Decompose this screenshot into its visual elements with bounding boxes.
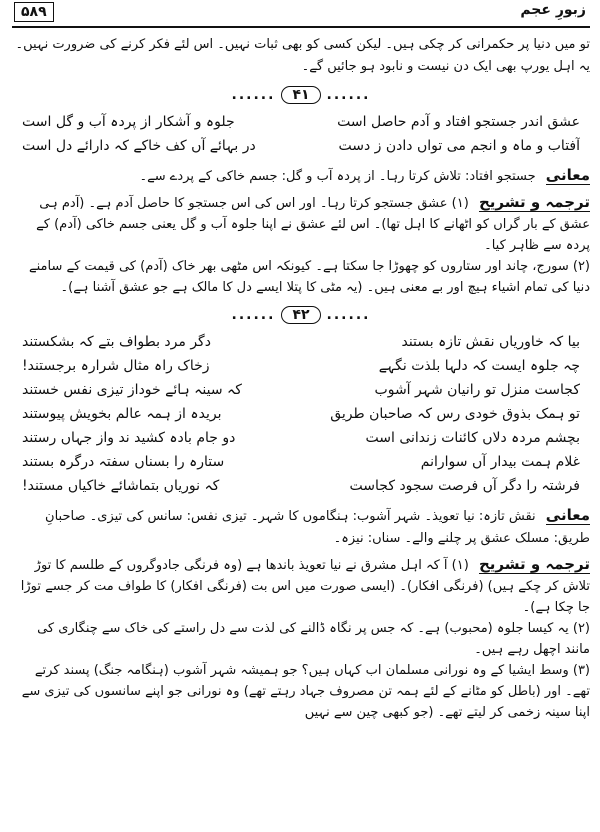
verse-line: بیا کہ خاوریاں نقش تازہ بستند bbox=[401, 334, 580, 350]
section-number-41: ...... ۴۱ ...... bbox=[231, 87, 371, 103]
verse-line: دگر مرد بطواف بتے کہ بشکستند bbox=[22, 334, 211, 350]
meanings-label: معانی bbox=[545, 506, 590, 524]
meanings-label: معانی bbox=[545, 166, 590, 184]
verse-line: غلام ہمت بیدار آں سوارانم bbox=[420, 454, 580, 470]
intro-paragraph: تو میں دنیا پر حکمرانی کر چکی ہیں۔ لیکن کسی کو بھی ثبات نہیں۔ اس لئے فکر کرنے کی ضرورت نہیں۔ یہ اہل یورپ بھی ایک دن نیست و نابود ہو جائیں گے۔ bbox=[15, 37, 590, 74]
verse-line: فرشتہ را دگر آں فرصت سجود کجاست bbox=[349, 478, 580, 494]
verse-line: کجاست منزل تو رانیان شہر آشوب bbox=[374, 382, 580, 398]
translation-point: (۲) یہ کیسا جلوہ (محبوب) ہے۔ کہ جس پر نگاہ ڈالنے کی لذت سے دل راستے کی خاک سے چنگاری کی مانند اچھل رہے ہیں۔ bbox=[37, 621, 590, 657]
page-header bbox=[12, 0, 590, 28]
meanings-41 bbox=[12, 164, 590, 188]
verse-line: در بہائے آں کف خاکے کہ دارائے دل است bbox=[22, 138, 256, 154]
meanings-text: جستجو افتاد: تلاش کرتا رہا۔ از پردہ آب و گل: جسم خاکی کے پردے سے۔ bbox=[139, 169, 536, 184]
running-title: زبورِ عجم bbox=[520, 2, 586, 18]
page-number: ۵۸۹ bbox=[14, 2, 54, 22]
translation-point: (۱) عشق جستجو کرتا رہا۔ اور اس کی اس جستجو کا حاصل آدم ہے۔ (آدم ہی عشق کے بار گراں کو اٹھانے کا اہل تھا)۔ اس لئے عشق نے اپنا جلوہ آب و گل یعنی جسم خاکی (آدم) کے پردہ سے ظاہر کیا۔ bbox=[36, 196, 590, 253]
verse-line: کہ نوریاں بتماشائے خاکیاں مستند! bbox=[22, 478, 220, 494]
verse-line: تو ہمک بذوق خودی رس کہ صاحبان طریق bbox=[330, 406, 580, 422]
verse-line: جلوہ و آشکار از پردہ آب و گل است bbox=[22, 114, 235, 130]
verse-line: چہ جلوہ ایست کہ دلہا بلذت نگہے bbox=[378, 358, 580, 374]
verse-line: ستارہ را بسناں سفتہ درگرہ بستند bbox=[22, 454, 225, 470]
translation-point: (۳) وسط ایشیا کے وہ نورانی مسلمان اب کہاں ہیں؟ جو ہمیشہ شہر آشوب (ہنگامہ جنگ) پسند کرتے تھے۔ اور (باطل کو مٹانے کے لئے ہمہ تن مصروف جہاد رہتے تھے) وہ نورانی جو اپنے سانسوں کی تیزی سے اپنا سینہ زخمی کر لیتے تھے۔ (جو کبھی چین سے نہیں bbox=[21, 663, 590, 720]
verse-line: بریدہ از ہمہ عالم بخویش پیوستند bbox=[22, 406, 222, 422]
meanings-42 bbox=[12, 504, 590, 550]
translation-41 bbox=[12, 192, 590, 256]
translation-point: (۱) آ کہ اہل مشرق نے نیا تعویذ باندھا ہے (وہ فرنگی جادوگروں کے طلسم کا توڑ تلاش کر چکے ہیں) (فرنگی افکار)۔ (ایسی صورت میں اس بت (فرنگی افکار) کا طواف مت کر جسے توڑا جا چکا ہے)۔ bbox=[20, 558, 590, 615]
section-number-42: ...... ۴۲ ...... bbox=[231, 307, 371, 323]
verse-line: دو جام بادہ کشید ند واز جہاں رستند bbox=[22, 430, 236, 446]
translation-42 bbox=[12, 554, 590, 618]
verse-line: آفتاب و ماہ و انجم می تواں دادن ز دست bbox=[338, 138, 580, 154]
verses-41 bbox=[22, 110, 580, 158]
translation-point: (۲) سورج، چاند اور ستاروں کو چھوڑا جا سکتا ہے۔ کیونکہ اس مٹھی بھر خاک (آدم) کی قیمت کے سامنے دنیا کی تمام اشیاء ہیچ اور بے معنی ہیں۔ (یہ مٹی کا پتلا ایسے دل کا مالک ہے جو عشق آشنا ہے)۔ bbox=[28, 259, 590, 295]
translation-label: ترجمہ و تشریح bbox=[478, 555, 590, 573]
verse-line: کہ سینہ ہائے خوداز تیزی نفس خستند bbox=[22, 382, 242, 398]
translation-label: ترجمہ و تشریح bbox=[478, 193, 590, 211]
verse-line: عشق اندر جستجو افتاد و آدم حاصل است bbox=[337, 114, 580, 130]
verse-line: زخاک راہ مثال شرارہ برجستند! bbox=[22, 358, 210, 374]
verse-line: بچشم مردہ دلاں کائنات زندانی است bbox=[365, 430, 580, 446]
meanings-text: نقش تازہ: نیا تعویذ۔ شہر آشوب: ہنگاموں کا شہر۔ تیزی نفس: سانس کی تیزی۔ صاحبانِ طریق: مسلک عشق پر چلنے والے۔ سناں: نیزہ۔ bbox=[45, 509, 590, 546]
verses-42 bbox=[22, 330, 580, 498]
